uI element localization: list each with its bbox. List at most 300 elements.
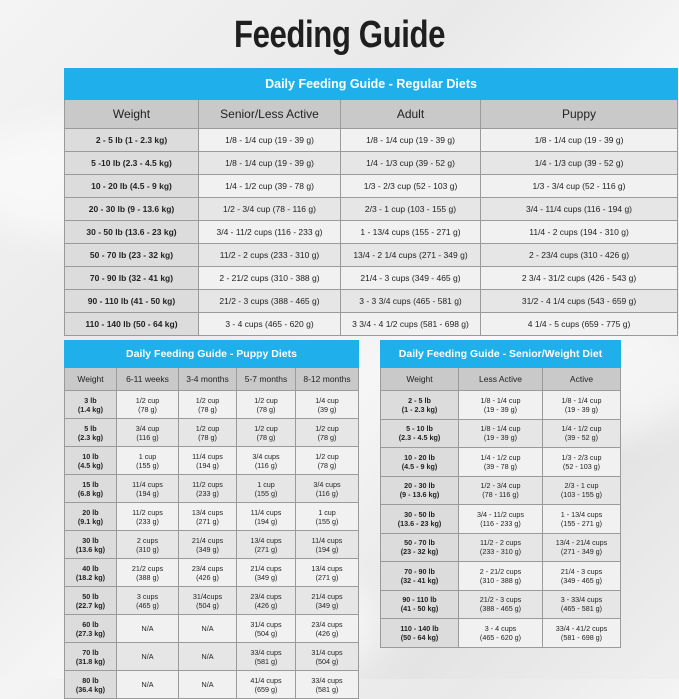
weight-cell: 110 - 140 lb (50 - 64 kg) — [65, 313, 199, 336]
column-header: Weight — [65, 100, 199, 129]
table-row — [381, 391, 621, 420]
amount-line: (504 g) — [254, 628, 278, 638]
amount-line: 11/2 - 2 cups — [479, 538, 522, 548]
table-row — [65, 198, 678, 221]
amount-line: (39 g) — [317, 404, 337, 414]
amount-line: 1/2 cup — [254, 423, 278, 433]
amount-cell — [117, 671, 179, 699]
amount-line: 21/2 - 3 cups — [479, 595, 522, 605]
table-row — [65, 267, 678, 290]
table-row — [381, 476, 621, 505]
table-row — [381, 505, 621, 534]
table-row — [65, 129, 678, 152]
weight-cell — [65, 587, 117, 615]
table-row — [65, 221, 678, 244]
amount-cell — [237, 643, 296, 671]
amount-line: (659 g) — [254, 684, 278, 694]
table-row — [65, 175, 678, 198]
amount-line: (194 g) — [196, 460, 219, 470]
weight-line: 5 lb — [84, 423, 97, 433]
amount-line: 11/4 cups — [192, 451, 223, 461]
amount-line: (465 - 581 g) — [560, 604, 603, 614]
amount-line: 3/4 cup — [135, 423, 160, 433]
amount-cell: 3 - 3 3/4 cups (465 - 581 g) — [341, 290, 481, 313]
amount-cell: 1/4 - 1/3 cup (39 - 52 g) — [341, 152, 481, 175]
amount-cell — [117, 643, 179, 671]
weight-line: 30 - 50 lb — [404, 509, 435, 519]
amount-line: N/A — [141, 624, 154, 633]
amount-line: (52 - 103 g) — [562, 461, 601, 471]
column-header: Adult — [341, 100, 481, 129]
table-row — [65, 643, 359, 671]
weight-line: (50 - 64 kg) — [400, 632, 439, 642]
amount-line: (78 g) — [198, 432, 217, 442]
amount-line: (78 - 116 g) — [482, 490, 519, 500]
amount-line: (19 - 39 g) — [483, 433, 518, 443]
amount-line: (78 g) — [138, 404, 157, 414]
weight-line: 40 lb — [82, 563, 99, 573]
amount-cell — [543, 533, 621, 562]
amount-line: (271 g) — [196, 516, 219, 526]
weight-cell — [381, 590, 459, 619]
amount-line: 1 cup — [138, 451, 157, 461]
amount-cell — [179, 419, 237, 447]
amount-cell — [296, 615, 359, 643]
senior-diets-caption: Daily Feeding Guide - Senior/Weight Diet — [381, 341, 621, 368]
weight-line: (1.4 kg) — [77, 404, 104, 414]
amount-line: (78 g) — [317, 432, 337, 442]
amount-line: (271 g) — [315, 572, 339, 582]
amount-line: (39 - 52 g) — [564, 433, 599, 443]
amount-line: (103 - 155 g) — [560, 490, 603, 500]
amount-line: (116 g) — [254, 460, 278, 470]
amount-cell — [296, 475, 359, 503]
amount-line: 1/2 cup — [195, 423, 220, 433]
amount-line: 23/4 cups — [250, 591, 282, 601]
amount-line: (465 - 620 g) — [479, 632, 522, 642]
weight-cell — [381, 619, 459, 648]
amount-cell — [459, 619, 543, 648]
amount-line: 1/2 cup — [315, 423, 339, 433]
weight-line: (22.7 kg) — [75, 600, 106, 610]
amount-line: 31/4cups — [192, 591, 223, 601]
amount-cell: 3 - 4 cups (465 - 620 g) — [199, 313, 341, 336]
amount-line: (155 g) — [254, 488, 278, 498]
weight-line: (2.3 - 4.5 kg) — [398, 433, 441, 443]
weight-cell — [381, 533, 459, 562]
amount-line: 13/4 cups — [191, 507, 224, 517]
column-header: Puppy — [481, 100, 678, 129]
weight-line: (6.8 kg) — [77, 488, 104, 498]
weight-cell: 70 - 90 lb (32 - 41 kg) — [65, 267, 199, 290]
weight-cell — [65, 475, 117, 503]
table-row — [65, 615, 359, 643]
amount-cell — [237, 531, 296, 559]
amount-line: 33/4 cups — [250, 647, 282, 657]
amount-cell: 2 - 21/2 cups (310 - 388 g) — [199, 267, 341, 290]
amount-cell — [179, 475, 237, 503]
amount-line: 33/4 cups — [311, 675, 343, 685]
amount-line: 1/8 - 1/4 cup — [480, 424, 521, 434]
weight-cell — [65, 503, 117, 531]
amount-cell: 3 3/4 - 4 1/2 cups (581 - 698 g) — [341, 313, 481, 336]
amount-line: 41/4 cups — [250, 675, 282, 685]
amount-cell — [543, 419, 621, 448]
weight-cell: 90 - 110 lb (41 - 50 kg) — [65, 290, 199, 313]
amount-cell — [296, 671, 359, 699]
table-row — [381, 448, 621, 477]
amount-cell — [296, 587, 359, 615]
amount-cell — [117, 419, 179, 447]
amount-cell — [179, 587, 237, 615]
amount-line: 23/4 cups — [311, 619, 343, 629]
weight-line: (1 - 2.3 kg) — [401, 404, 438, 414]
amount-line: (39 - 78 g) — [483, 461, 518, 471]
table-row — [65, 313, 678, 336]
table-row — [381, 533, 621, 562]
weight-line: 3 lb — [84, 395, 97, 405]
column-header: Senior/Less Active — [199, 100, 341, 129]
amount-cell — [296, 391, 359, 419]
amount-cell — [179, 531, 237, 559]
amount-line: (581 - 698 g) — [560, 632, 603, 642]
amount-line: (78 g) — [317, 460, 337, 470]
amount-cell: 4 1/4 - 5 cups (659 - 775 g) — [481, 313, 678, 336]
amount-line: (233 g) — [196, 488, 219, 498]
amount-cell: 21/2 - 3 cups (388 - 465 g) — [199, 290, 341, 313]
weight-cell: 30 - 50 lb (13.6 - 23 kg) — [65, 221, 199, 244]
amount-cell — [543, 476, 621, 505]
amount-line: 3/4 cups — [252, 451, 280, 461]
amount-cell — [459, 476, 543, 505]
weight-line: 5 - 10 lb — [406, 424, 433, 434]
amount-cell — [459, 590, 543, 619]
table-row — [65, 671, 359, 699]
table-row — [381, 619, 621, 648]
column-header: Active — [543, 368, 621, 391]
weight-cell — [65, 419, 117, 447]
amount-line: 13/4 cups — [250, 535, 282, 545]
amount-line: (581 g) — [254, 656, 278, 666]
weight-line: 2 - 5 lb — [408, 395, 431, 405]
amount-line: (426 g) — [315, 628, 339, 638]
weight-cell: 10 - 20 lb (4.5 - 9 kg) — [65, 175, 199, 198]
weight-cell — [65, 671, 117, 699]
amount-line: 21/2 cups — [131, 563, 164, 573]
amount-line: N/A — [141, 680, 154, 689]
amount-cell: 2/3 - 1 cup (103 - 155 g) — [341, 198, 481, 221]
amount-cell: 1/8 - 1/4 cup (19 - 39 g) — [199, 152, 341, 175]
weight-cell — [65, 447, 117, 475]
amount-line: (78 g) — [198, 404, 217, 414]
amount-cell: 1/4 - 1/3 cup (39 - 52 g) — [481, 152, 678, 175]
table-row — [381, 590, 621, 619]
amount-line: (194 g) — [254, 516, 278, 526]
amount-line: (504 g) — [315, 656, 339, 666]
weight-line: 30 lb — [82, 535, 99, 545]
weight-cell — [65, 643, 117, 671]
weight-line: 15 lb — [82, 479, 99, 489]
column-header: Weight — [381, 368, 459, 391]
amount-line: 1 cup — [318, 507, 336, 517]
senior-diets-table — [380, 340, 621, 648]
weight-line: (32 - 41 kg) — [400, 575, 439, 585]
amount-line: 1/2 - 3/4 cup — [480, 481, 521, 491]
amount-cell — [237, 419, 296, 447]
amount-cell: 3/4 - 11/4 cups (116 - 194 g) — [481, 198, 678, 221]
table-row — [381, 562, 621, 591]
amount-cell — [117, 531, 179, 559]
amount-line: 3/4 cups — [313, 479, 341, 489]
amount-cell — [543, 619, 621, 648]
amount-cell: 1/3 - 3/4 cup (52 - 116 g) — [481, 175, 678, 198]
weight-line: (27.3 kg) — [75, 628, 106, 638]
weight-line: (9 - 13.6 kg) — [399, 490, 440, 500]
amount-cell — [296, 531, 359, 559]
table-row — [65, 447, 359, 475]
amount-line: 13/4 - 21/4 cups — [555, 538, 608, 548]
amount-line: (465 g) — [136, 600, 159, 610]
weight-line: 70 lb — [82, 647, 99, 657]
weight-line: (41 - 50 kg) — [400, 604, 439, 614]
amount-line: (349 g) — [254, 572, 278, 582]
amount-line: (116 g) — [136, 432, 159, 442]
amount-line: (19 - 39 g) — [483, 404, 518, 414]
amount-cell — [179, 447, 237, 475]
amount-line: (19 - 39 g) — [564, 404, 599, 414]
amount-line: (233 g) — [136, 516, 159, 526]
amount-line: (388 - 465 g) — [479, 604, 522, 614]
amount-line: N/A — [141, 652, 154, 661]
amount-cell: 1/8 - 1/4 cup (19 - 39 g) — [199, 129, 341, 152]
amount-line: (310 g) — [136, 544, 159, 554]
amount-cell — [459, 448, 543, 477]
amount-cell — [459, 505, 543, 534]
amount-cell: 2 - 23/4 cups (310 - 426 g) — [481, 244, 678, 267]
table-row — [65, 475, 359, 503]
amount-line: 1 cup — [257, 479, 275, 489]
amount-cell — [237, 503, 296, 531]
amount-line: 23/4 cups — [191, 563, 224, 573]
amount-line: (194 g) — [136, 488, 159, 498]
amount-cell — [543, 448, 621, 477]
amount-cell — [117, 615, 179, 643]
weight-cell — [381, 505, 459, 534]
amount-cell — [543, 590, 621, 619]
amount-cell — [296, 559, 359, 587]
amount-line: 1/8 - 1/4 cup — [561, 395, 602, 405]
amount-line: (155 g) — [315, 516, 339, 526]
amount-cell — [459, 533, 543, 562]
amount-line: (194 g) — [315, 544, 339, 554]
weight-cell — [65, 559, 117, 587]
amount-line: (233 - 310 g) — [479, 547, 522, 557]
amount-cell — [296, 503, 359, 531]
amount-line: 1 - 13/4 cups — [560, 509, 603, 519]
amount-cell — [237, 475, 296, 503]
weight-line: 50 lb — [82, 591, 99, 601]
table-row — [65, 531, 359, 559]
amount-cell: 1/8 - 1/4 cup (19 - 39 g) — [481, 129, 678, 152]
amount-cell — [296, 643, 359, 671]
amount-line: (271 - 349 g) — [560, 547, 603, 557]
weight-line: 10 - 20 lb — [404, 452, 435, 462]
amount-cell — [237, 447, 296, 475]
amount-line: (155 g) — [136, 460, 159, 470]
weight-cell — [65, 391, 117, 419]
amount-line: 3 - 4 cups — [484, 623, 517, 633]
amount-cell — [117, 587, 179, 615]
amount-line: (116 - 233 g) — [480, 518, 521, 528]
amount-line: 3/4 - 11/2 cups — [476, 509, 524, 519]
amount-cell — [237, 671, 296, 699]
amount-cell: 3/4 - 11/2 cups (116 - 233 g) — [199, 221, 341, 244]
amount-line: 1/2 cup — [315, 451, 339, 461]
amount-line: 1/4 - 1/2 cup — [561, 424, 602, 434]
amount-cell — [459, 419, 543, 448]
weight-cell: 50 - 70 lb (23 - 32 kg) — [65, 244, 199, 267]
amount-line: 31/4 cups — [250, 619, 282, 629]
weight-line: 90 - 110 lb — [402, 595, 437, 605]
amount-cell — [459, 391, 543, 420]
amount-cell — [237, 587, 296, 615]
table-row — [65, 290, 678, 313]
table-row — [65, 152, 678, 175]
amount-line: (116 g) — [315, 488, 339, 498]
puppy-diets-table — [64, 340, 359, 699]
weight-cell: 5 -10 lb (2.3 - 4.5 kg) — [65, 152, 199, 175]
amount-cell: 1 - 13/4 cups (155 - 271 g) — [341, 221, 481, 244]
amount-line: (349 g) — [196, 544, 219, 554]
amount-line: (504 g) — [196, 600, 219, 610]
weight-line: 70 - 90 lb — [404, 566, 435, 576]
table-row — [65, 244, 678, 267]
regular-diets-table — [64, 68, 678, 336]
column-header: 8-12 months — [296, 368, 359, 391]
amount-line: 31/4 cups — [311, 647, 343, 657]
amount-cell — [237, 615, 296, 643]
amount-cell: 11/2 - 2 cups (233 - 310 g) — [199, 244, 341, 267]
amount-line: 3 cups — [136, 591, 159, 601]
weight-line: (31.8 kg) — [75, 656, 106, 666]
weight-line: 10 lb — [82, 451, 99, 461]
table-row — [65, 587, 359, 615]
amount-cell — [237, 559, 296, 587]
amount-line: N/A — [201, 652, 214, 661]
weight-cell: 2 - 5 lb (1 - 2.3 kg) — [65, 129, 199, 152]
amount-cell — [117, 503, 179, 531]
amount-line: 2/3 - 1 cup — [564, 481, 599, 491]
amount-cell: 31/2 - 4 1/4 cups (543 - 659 g) — [481, 290, 678, 313]
amount-line: 11/2 cups — [132, 507, 163, 517]
amount-line: (388 g) — [136, 572, 159, 582]
weight-line: 20 lb — [82, 507, 99, 517]
amount-cell: 13/4 - 2 1/4 cups (271 - 349 g) — [341, 244, 481, 267]
table-row — [65, 559, 359, 587]
column-header: 6-11 weeks — [117, 368, 179, 391]
amount-line: (78 g) — [256, 404, 276, 414]
weight-line: (4.5 kg) — [77, 460, 104, 470]
column-header: Less Active — [459, 368, 543, 391]
amount-cell — [179, 643, 237, 671]
amount-cell — [296, 447, 359, 475]
amount-line: 1/8 - 1/4 cup — [480, 395, 521, 405]
weight-line: (36.4 kg) — [75, 684, 106, 694]
amount-line: 1/3 - 2/3 cup — [561, 452, 602, 462]
column-header: 5-7 months — [237, 368, 296, 391]
table-row — [65, 419, 359, 447]
weight-cell — [381, 448, 459, 477]
amount-line: 11/4 cups — [311, 535, 343, 545]
amount-line: 1/4 - 1/2 cup — [480, 452, 521, 462]
amount-cell — [179, 503, 237, 531]
column-header: 3-4 months — [179, 368, 237, 391]
amount-line: (349 g) — [315, 600, 339, 610]
amount-line: (349 - 465 g) — [560, 575, 603, 585]
amount-line: 1/2 cup — [135, 395, 160, 405]
amount-line: (271 g) — [254, 544, 278, 554]
weight-line: (2.3 kg) — [77, 432, 104, 442]
weight-cell — [381, 391, 459, 420]
weight-line: 20 - 30 lb — [404, 481, 435, 491]
amount-line: 21/4 cups — [311, 591, 343, 601]
amount-cell — [179, 391, 237, 419]
amount-cell — [179, 671, 237, 699]
weight-line: 110 - 140 lb — [400, 623, 439, 633]
weight-line: (9.1 kg) — [77, 516, 104, 526]
amount-cell — [543, 391, 621, 420]
amount-line: 21/4 - 3 cups — [560, 566, 603, 576]
weight-cell — [65, 615, 117, 643]
amount-line: (426 g) — [196, 572, 219, 582]
amount-line: 2 cups — [136, 535, 159, 545]
amount-cell — [296, 419, 359, 447]
weight-line: 60 lb — [82, 619, 99, 629]
weight-line: (13.6 kg) — [75, 544, 106, 554]
amount-cell: 1/8 - 1/4 cup (19 - 39 g) — [341, 129, 481, 152]
amount-line: (581 g) — [315, 684, 339, 694]
amount-line: N/A — [201, 680, 214, 689]
amount-line: (155 - 271 g) — [560, 518, 603, 528]
amount-cell: 1/3 - 2/3 cup (52 - 103 g) — [341, 175, 481, 198]
amount-cell: 21/4 - 3 cups (349 - 465 g) — [341, 267, 481, 290]
weight-line: (18.2 kg) — [75, 572, 106, 582]
amount-cell: 1/2 - 3/4 cup (78 - 116 g) — [199, 198, 341, 221]
weight-line: (13.6 - 23 kg) — [397, 518, 442, 528]
amount-cell: 11/4 - 2 cups (194 - 310 g) — [481, 221, 678, 244]
amount-line: 1/2 cup — [195, 395, 220, 405]
weight-cell — [381, 476, 459, 505]
amount-line: 13/4 cups — [311, 563, 343, 573]
amount-cell — [543, 505, 621, 534]
page-title: Feeding Guide — [233, 14, 446, 56]
table-row — [65, 503, 359, 531]
puppy-diets-caption: Daily Feeding Guide - Puppy Diets — [65, 341, 359, 368]
amount-cell — [117, 559, 179, 587]
amount-line: 11/2 cups — [192, 479, 223, 489]
amount-line: 21/4 cups — [250, 563, 282, 573]
weight-cell — [381, 562, 459, 591]
amount-cell — [237, 391, 296, 419]
amount-cell — [117, 447, 179, 475]
weight-line: (4.5 - 9 kg) — [401, 461, 438, 471]
amount-cell — [459, 562, 543, 591]
amount-line: N/A — [201, 624, 214, 633]
amount-cell — [543, 562, 621, 591]
weight-cell — [381, 419, 459, 448]
weight-line: 50 - 70 lb — [404, 538, 435, 548]
column-header: Weight — [65, 368, 117, 391]
